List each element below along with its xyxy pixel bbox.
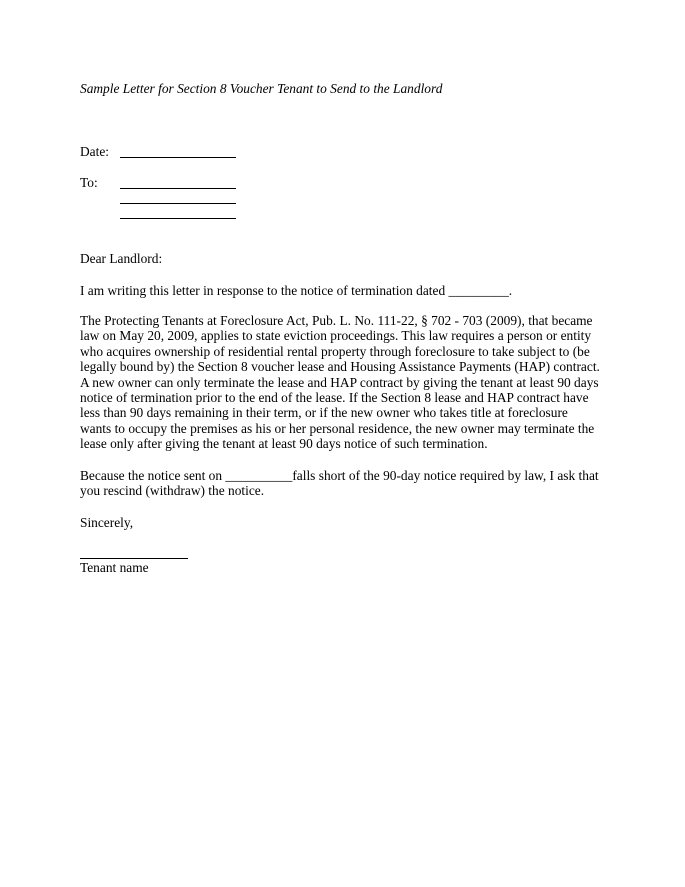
signature-label: Tenant name (80, 560, 149, 575)
to-blank-line-2 (120, 203, 236, 204)
paragraph-line: wants to occupy the premises as his or her personal residence, the new owner may terminate the (80, 420, 595, 436)
to-blank-line-1 (120, 188, 236, 189)
paragraph-line: law on May 20, 2009, applies to state eviction proceedings. This law requires a person or entity (80, 328, 592, 344)
paragraph-line: less than 90 days remaining in their term, or if the new owner who takes title at foreclosure (80, 405, 568, 421)
date-label: Date: (80, 144, 109, 159)
paragraph-line: you rescind (withdraw) the notice. (80, 483, 265, 499)
closing: Sincerely, (80, 515, 134, 530)
paragraph-line: who acquires ownership of residential rental property through foreclosure to take subject to (be (80, 343, 590, 359)
paragraph-line: I am writing this letter in response to the notice of termination dated _________. (80, 283, 513, 298)
paragraph-line: Because the notice sent on __________falls short of the 90-day notice required by law, I ask that (80, 468, 599, 483)
paragraph-line: The Protecting Tenants at Foreclosure Act, Pub. L. No. 111-22, § 702 - 703 (2009), that became (80, 313, 593, 328)
paragraph-response (80, 283, 610, 298)
letter-title: Sample Letter for Section 8 Voucher Tenant to Send to the Landlord (80, 81, 443, 96)
paragraph-line: A new owner can only terminate the lease and HAP contract by giving the tenant at least 90 days (80, 374, 599, 390)
paragraph-line: notice of termination prior to the end of the lease. If the Section 8 lease and HAP contract have (80, 390, 589, 406)
paragraph-line: legally bound by) the Section 8 voucher lease and Housing Assistance Payments (HAP) contract. (80, 359, 600, 375)
date-blank-line (120, 157, 236, 158)
signature-line (80, 558, 188, 559)
to-label: To: (80, 175, 98, 190)
paragraph-request (80, 468, 610, 499)
to-blank-line-3 (120, 218, 236, 219)
paragraph-line: lease only after giving the tenant at least 90 days notice of such termination. (80, 436, 488, 452)
paragraph-law (80, 313, 610, 452)
salutation: Dear Landlord: (80, 251, 163, 266)
